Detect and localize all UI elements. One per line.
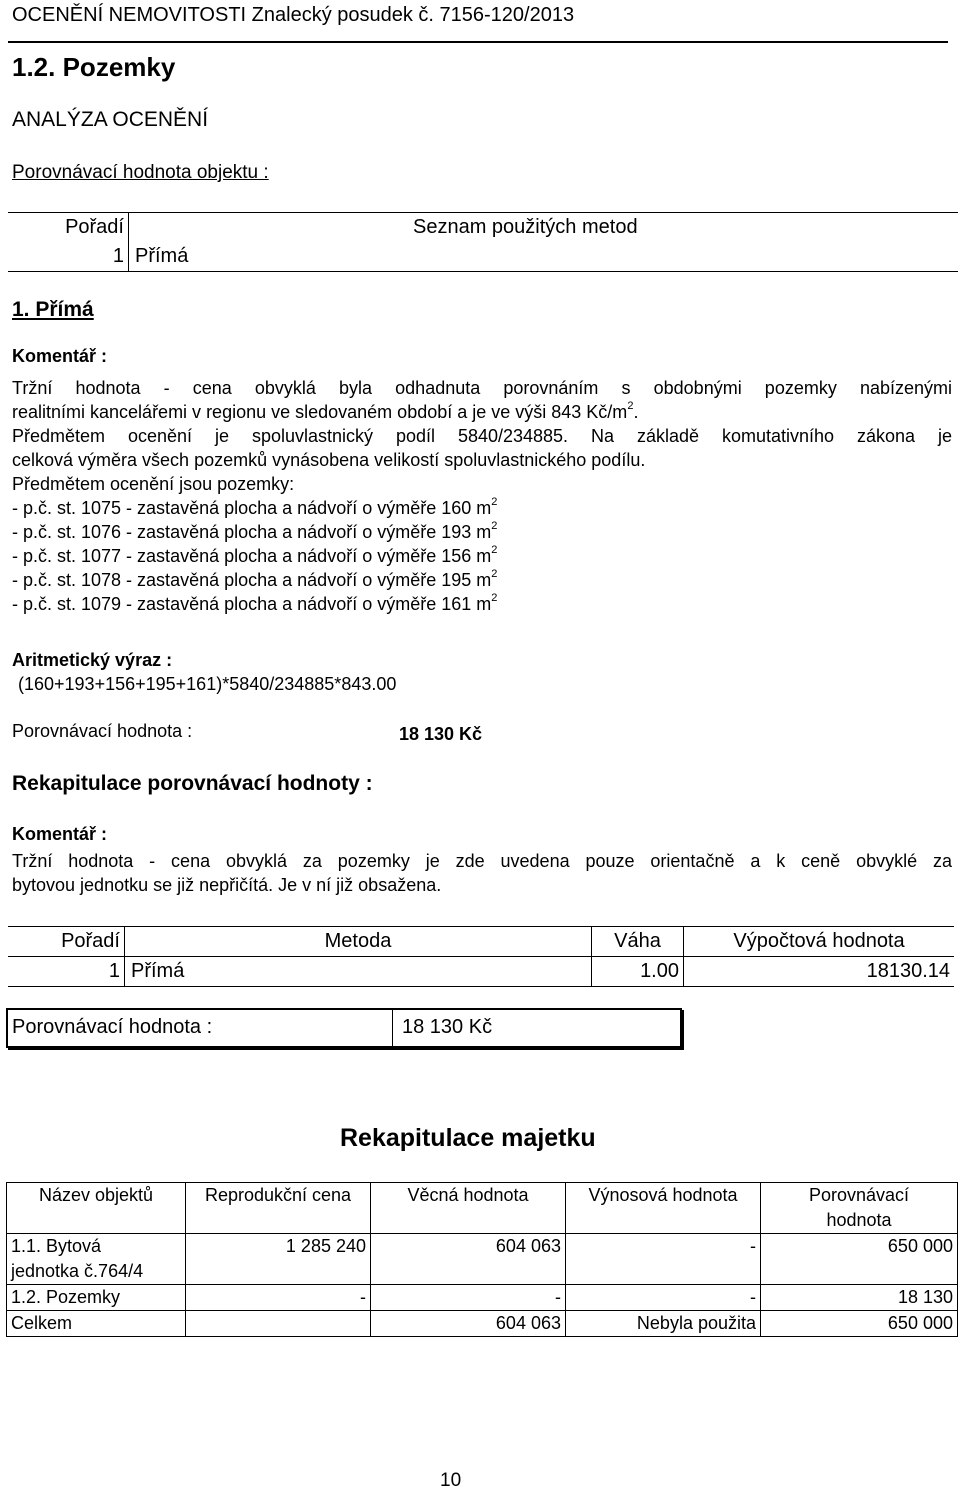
recap-comment-line-2: bytovou jednotku se již nepřičítá. Je v ní již obsažena. — [12, 875, 442, 895]
methods-row — [8, 242, 958, 272]
total-comparative: 650 000 — [761, 1311, 958, 1337]
unit-superscript: 2 — [627, 400, 634, 412]
analysis-title: ANALÝZA OCENĚNÍ — [12, 108, 209, 131]
asset-comparative: 650 000 — [761, 1234, 958, 1285]
unit-superscript: 2 — [491, 592, 498, 604]
assets-row — [7, 1285, 958, 1311]
parcel-item — [12, 544, 952, 568]
asset-comparative: 18 130 — [761, 1285, 958, 1311]
weights-col-method: Metoda — [125, 927, 592, 957]
methods-row-name: Přímá — [129, 242, 400, 272]
assets-col-comparative-a: Porovnávací — [808, 1185, 910, 1205]
comment-line-1: Tržní hodnota - cena obvyklá byla odhadnuta porovnáním s obdobnými pozemky nabízenými — [12, 378, 952, 398]
assets-table — [6, 1182, 958, 1337]
weights-col-order: Pořadí — [8, 927, 125, 957]
parcel-item — [12, 496, 952, 520]
methods-col-order: Pořadí — [8, 213, 129, 243]
comment-line-2-end: . — [633, 402, 639, 422]
total-reproduction — [186, 1311, 371, 1337]
weights-row-calc: 18130.14 — [684, 957, 955, 987]
asset-material: - — [371, 1285, 566, 1311]
weights-header-row — [8, 927, 954, 957]
assets-col-comparative — [761, 1183, 958, 1234]
comment-line-3: Předmětem ocenění je spoluvlastnický podíl 5840/234885. Na základě komutativního zákona je — [12, 426, 952, 446]
comparative-subtitle: Porovnávací hodnota objektu : — [12, 162, 269, 183]
methods-col-spacer — [129, 213, 400, 243]
recap-comment-line-1: Tržní hodnota - cena obvyklá za pozemky je zde uvedena pouze orientačně a k ceně obvyklé za — [12, 851, 952, 871]
assets-row — [7, 1234, 958, 1285]
box-separator — [392, 1010, 393, 1046]
arithmetic-expression: (160+193+156+195+161)*5840/234885*843.00 — [18, 674, 397, 694]
assets-header-row — [7, 1183, 958, 1234]
methods-row-empty — [399, 242, 958, 272]
recap-comment-label: Komentář : — [12, 824, 108, 844]
box-value: 18 130 Kč — [402, 1016, 493, 1038]
asset-name: 1.2. Pozemky — [7, 1285, 186, 1311]
method-title: 1. Přímá — [12, 298, 94, 321]
comparative-value-label: Porovnávací hodnota : — [12, 721, 193, 741]
asset-reproduction: 1 285 240 — [186, 1234, 371, 1285]
weights-row-method: Přímá — [125, 957, 592, 987]
arithmetic-label: Aritmetický výraz : — [12, 650, 173, 670]
page-number: 10 — [440, 1470, 462, 1491]
method-comment — [12, 376, 952, 616]
total-material: 604 063 — [371, 1311, 566, 1337]
comment-line-2 — [12, 400, 952, 424]
unit-superscript: 2 — [491, 544, 498, 556]
asset-name-a: 1.1. Bytová — [11, 1236, 102, 1256]
total-name: Celkem — [7, 1311, 186, 1337]
asset-income: - — [566, 1285, 761, 1311]
methods-row-order: 1 — [8, 242, 129, 272]
assets-col-comparative-b: hodnota — [826, 1210, 892, 1230]
weights-table — [8, 926, 954, 987]
methods-header-row — [8, 213, 958, 243]
parcel-item — [12, 568, 952, 592]
comment-label: Komentář : — [12, 346, 108, 366]
assets-col-material: Věcná hodnota — [371, 1183, 566, 1234]
assets-title: Rekapitulace majetku — [340, 1124, 596, 1152]
comment-line-4: celková výměra všech pozemků vynásobena velikostí spoluvlastnického podílu. — [12, 450, 646, 470]
section-title: 1.2. Pozemky — [12, 52, 176, 82]
recap-title: Rekapitulace porovnávací hodnoty : — [12, 772, 373, 795]
comparative-value-box — [6, 1008, 682, 1048]
assets-col-name: Název objektů — [7, 1183, 186, 1234]
recap-comment — [12, 849, 952, 897]
weights-col-calc: Výpočtová hodnota — [684, 927, 955, 957]
weights-row — [8, 957, 954, 987]
assets-col-reproduction: Reprodukční cena — [186, 1183, 371, 1234]
parcels-intro: Předmětem ocenění jsou pozemky: — [12, 474, 295, 494]
total-income: Nebyla použita — [566, 1311, 761, 1337]
methods-table — [8, 212, 958, 272]
comparative-value: 18 130 Kč — [399, 724, 483, 744]
parcel-text: - p.č. st. 1075 - zastavěná plocha a nádvoří o výměře 160 m — [12, 498, 492, 518]
box-label: Porovnávací hodnota : — [12, 1016, 213, 1038]
assets-total-row — [7, 1311, 958, 1337]
asset-name — [7, 1234, 186, 1285]
header-divider — [8, 41, 948, 43]
parcel-item — [12, 592, 952, 616]
asset-material: 604 063 — [371, 1234, 566, 1285]
parcel-text: - p.č. st. 1079 - zastavěná plocha a nádvoří o výměře 161 m — [12, 594, 492, 614]
parcel-text: - p.č. st. 1077 - zastavěná plocha a nádvoří o výměře 156 m — [12, 546, 492, 566]
weights-row-order: 1 — [8, 957, 125, 987]
parcel-item — [12, 520, 952, 544]
methods-col-list: Seznam použitých metod — [399, 213, 958, 243]
asset-name-b: jednotka č.764/4 — [11, 1261, 144, 1281]
unit-superscript: 2 — [491, 568, 498, 580]
asset-reproduction: - — [186, 1285, 371, 1311]
weights-col-weight: Váha — [592, 927, 684, 957]
asset-income: - — [566, 1234, 761, 1285]
parcel-text: - p.č. st. 1076 - zastavěná plocha a nádvoří o výměře 193 m — [12, 522, 492, 542]
unit-superscript: 2 — [491, 496, 498, 508]
unit-superscript: 2 — [491, 520, 498, 532]
weights-row-weight: 1.00 — [592, 957, 684, 987]
comment-line-2-text: realitními kancelářemi v regionu ve sledovaném období a je ve výši 843 Kč/m — [12, 402, 628, 422]
parcel-text: - p.č. st. 1078 - zastavěná plocha a nádvoří o výměře 195 m — [12, 570, 492, 590]
document-header: OCENĚNÍ NEMOVITOSTI Znalecký posudek č. 7156-120/2013 — [12, 4, 575, 26]
assets-col-income: Výnosová hodnota — [566, 1183, 761, 1234]
